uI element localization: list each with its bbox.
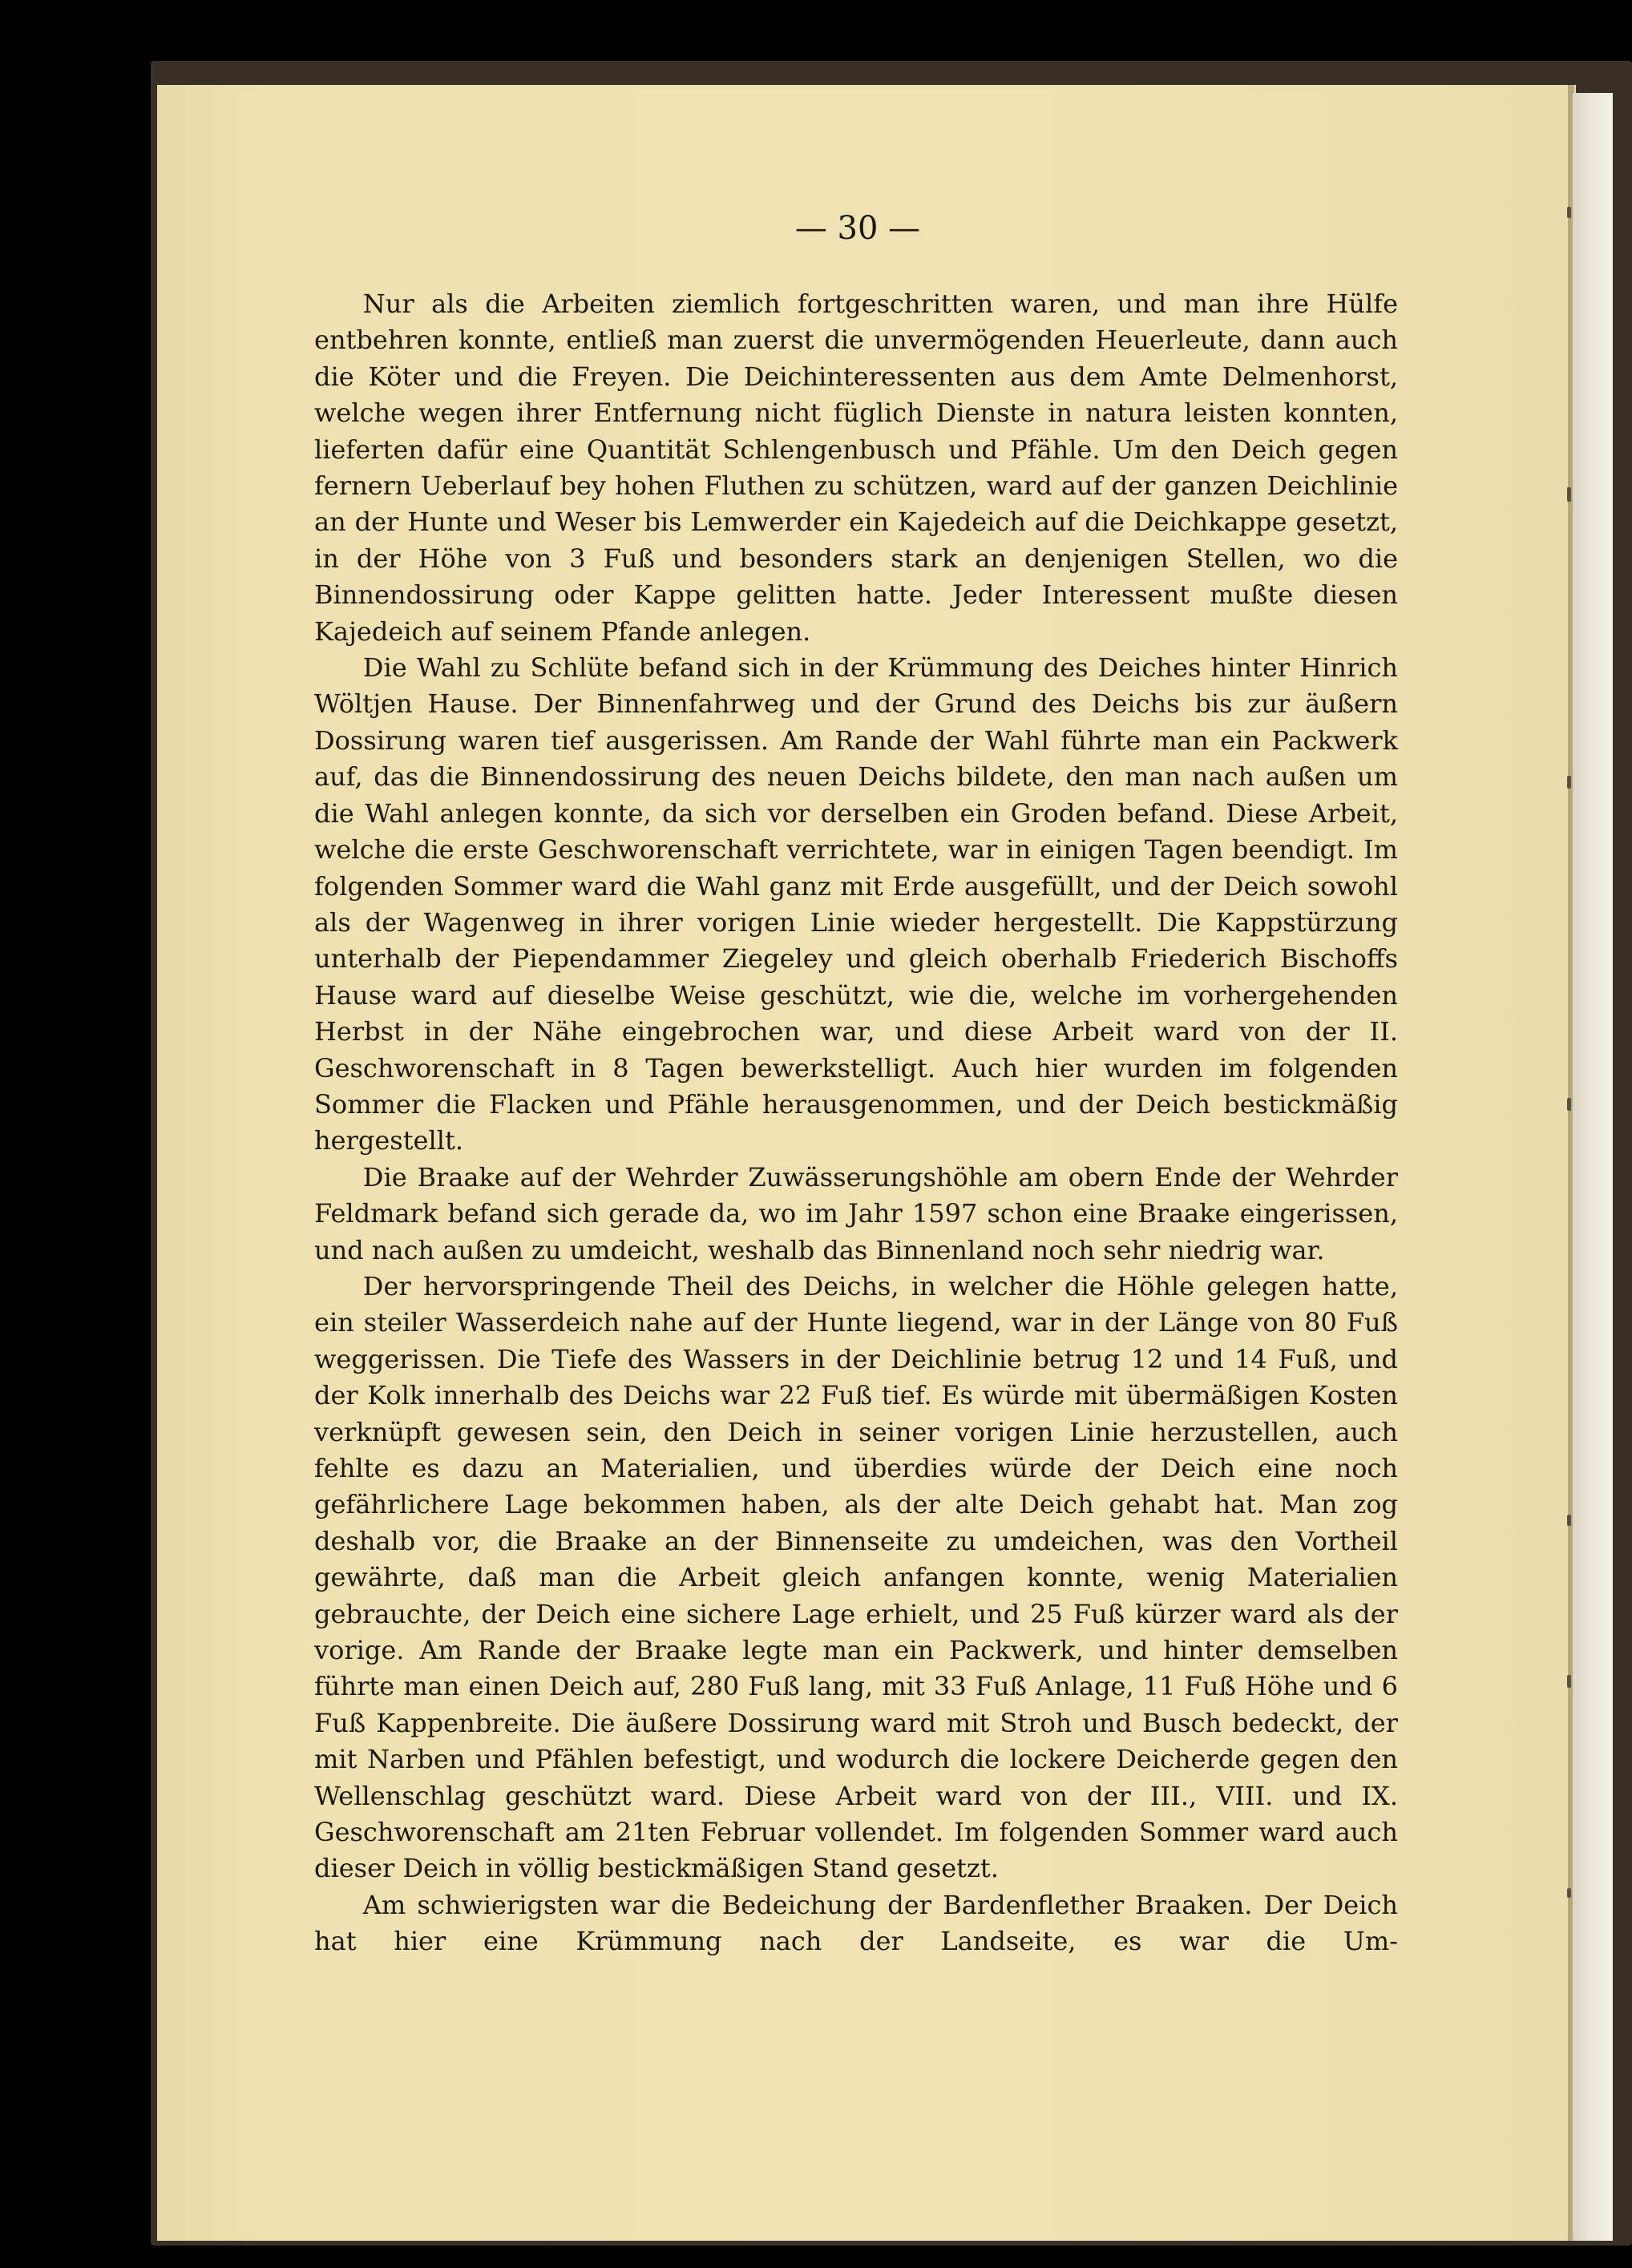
paragraph: Die Wahl zu Schlüte befand sich in der Krümmung des Deiches hinter Hinrich Wöltjen Hause. Der Binnenfahrweg und der Grund des Deichs bis zur äußern Dossirung waren tief ausgerissen. Am Rande der Wahl führte man ein Packwerk auf, das die Binnendossirung des neuen Deichs bildete, den man nach außen um die Wahl anlegen konnte, da sich vor derselben ein Groden befand. Diese Arbeit, welche die erste Geschworenschaft verrichtete, war in einigen Tagen beendigt. Im folgenden Sommer ward die Wahl ganz mit Erde ausgefüllt, und der Deich sowohl als der Wagenweg in ihrer vorigen Linie wieder hergestellt. Die Kappstürzung unterhalb der Piependammer Ziegeley und gleich oberhalb Friederich Bischoffs Hause ward auf dieselbe Weise geschützt, wie die, welche im vorhergehenden Herbst in der Nähe eingebrochen war, und diese Arbeit ward von der II. Geschworenschaft in 8 Tagen bewerkstelligt. Auch hier wurden im folgenden Sommer die Flacken und Pfähle herausgenommen, und der Deich bestickmäßig hergestellt. bbox=[314, 652, 1398, 1156]
body-text bbox=[314, 286, 1398, 1960]
edge-mark bbox=[1567, 1515, 1571, 1526]
paragraph: Die Braake auf der Wehrder Zuwässerungshöhle am obern Ende der Wehrder Feldmark befand sich gerade da, wo im Jahr 1597 schon eine Braake eingerissen, und nach außen zu umdeicht, weshalb das Binnenland noch sehr niedrig war. bbox=[314, 1161, 1398, 1265]
edge-mark bbox=[1567, 776, 1571, 789]
edge-mark bbox=[1567, 1888, 1571, 1898]
edge-mark bbox=[1567, 487, 1571, 502]
paragraph: Nur als die Arbeiten ziemlich fortgeschritten waren, und man ihre Hülfe entbehren konnte, entließ man zuerst die unvermögenden Heuerleute, dann auch die Köter und die Freyen. Die Deichinteressenten aus dem Amte Delmenhorst, welche wegen ihrer Entfernung nicht füglich Dienste in natura leisten konnten, lieferten dafür eine Quantität Schlengenbusch und Pfähle. Um den Deich gegen fernern Ueberlauf bey hohen Fluthen zu schützen, ward auf der ganzen Deichlinie an der Hunte und Weser bis Lemwerder ein Kajedeich auf die Deichkappe gesetzt, in der Höhe von 3 Fuß und besonders stark an denjenigen Stellen, wo die Binnendossirung oder Kappe gelitten hatte. Jeder Interessent mußte diesen Kajedeich auf seinem Pfande anlegen. bbox=[314, 289, 1398, 647]
paragraph: Am schwierigsten war die Bedeichung der Bardenflether Braaken. Der Deich hat hier eine Krümmung nach der Landseite, es war die Um- bbox=[314, 1889, 1398, 1957]
following-pages-edge bbox=[1573, 93, 1613, 2241]
edge-mark bbox=[1567, 1098, 1571, 1111]
paragraph: Der hervorspringende Theil des Deichs, in welcher die Höhle gelegen hatte, ein steiler Wasserdeich nahe auf der Hunte liegend, war in der Länge von 80 Fuß weggerissen. Die Tiefe des Wassers in der Deichlinie betrug 12 und 14 Fuß, und der Kolk innerhalb des Deichs war 22 Fuß tief. Es würde mit übermäßigen Kosten verknüpft gewesen sein, den Deich in seiner vorigen Linie herzustellen, auch fehlte es dazu an Materialien, und überdies würde der Deich eine noch gefährlichere Lage bekommen haben, als der alte Deich gehabt hat. Man zog deshalb vor, die Braake an der Binnenseite zu umdeichen, was den Vortheil gewährte, daß man die Arbeit gleich anfangen konnte, wenig Materialien gebrauchte, der Deich eine sichere Lage erhielt, und 25 Fuß kürzer ward als der vorige. Am Rande der Braake legte man ein Packwerk, und hinter demselben führte man einen Deich auf, 280 Fuß lang, mit 33 Fuß Anlage, 11 Fuß Höhe und 6 Fuß Kappenbreite. Die äußere Dossirung ward mit Stroh und Busch bedeckt, der mit Narben und Pfählen befestigt, und wodurch die lockere Deicherde gegen den Wellenschlag geschützt ward. Diese Arbeit ward von der III., VIII. und IX. Geschworenschaft am 21ten Februar vollendet. Im folgenden Sommer ward auch dieser Deich in völlig bestickmäßigen Stand gesetzt. bbox=[314, 1270, 1398, 1884]
edge-mark bbox=[1567, 1675, 1571, 1688]
page-number: — 30 — bbox=[794, 210, 921, 247]
